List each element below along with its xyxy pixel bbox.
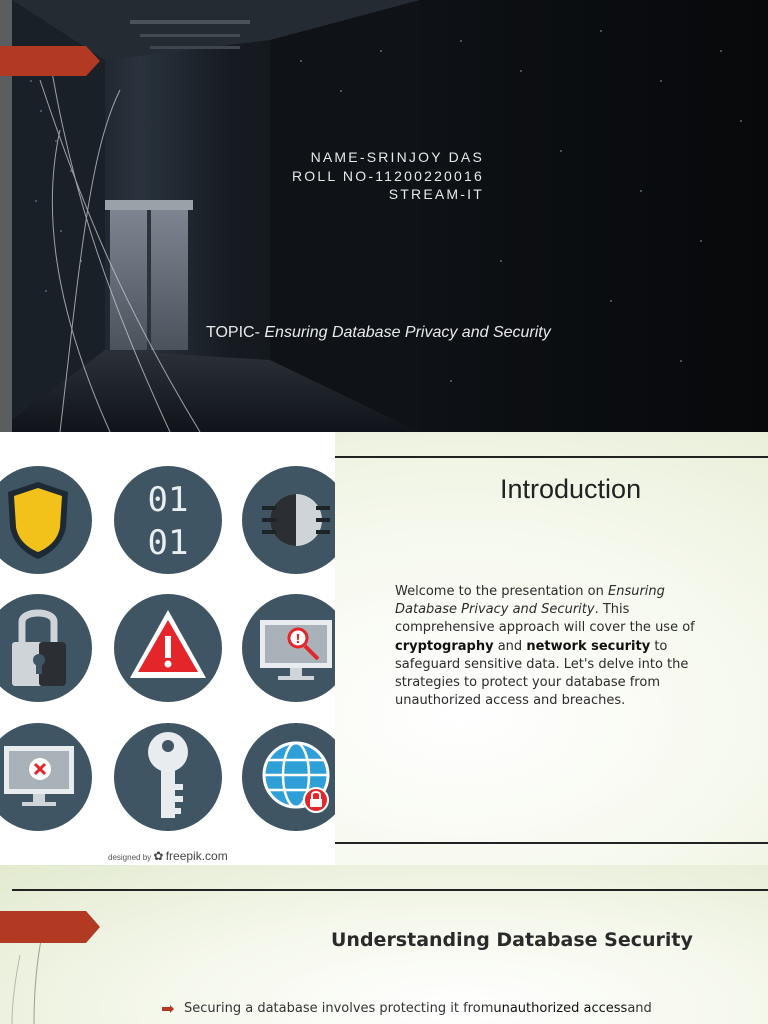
globe-lock-icon [242,723,335,831]
stream: STREAM-IT [388,186,484,202]
credit-prefix: designed by [108,853,152,862]
intro-emphasis: Ensuring Database Privacy and Security [395,584,665,618]
keyword-network-security: network security [526,638,651,654]
binary-icon [114,466,222,574]
key-icon [114,723,222,831]
intro-text-2: . This comprehensive approach will cover the use of [395,602,695,636]
decorative-swoosh [0,865,60,1024]
monitor-error-icon [0,723,92,831]
intro-paragraph [395,583,715,710]
top-divider [12,889,768,891]
server-corridor-background [0,0,768,432]
credit-brand: freepik.com [165,849,228,863]
bullet-text-2: and [627,1001,652,1016]
top-divider [335,456,768,458]
slide-title: Understanding Database Security [331,929,693,951]
accent-arrow [0,46,100,76]
author-name: NAME-SRINJOY DAS [310,149,484,165]
padlock-icon [0,594,92,702]
slide-title: Introduction [500,474,642,504]
understanding-slide [0,865,768,1024]
monitor-search-icon [242,594,335,702]
intro-text-3: and [493,638,527,654]
security-icons-panel [0,432,335,865]
title-slide [0,0,768,432]
binary-top: 01 [147,480,189,520]
author-info [292,148,484,204]
bullet-item [162,1001,652,1016]
accent-arrow [0,911,100,943]
icon-grid [0,432,335,865]
roll-number: ROLL NO-11200220016 [291,167,484,184]
database-chip-icon [242,466,335,574]
image-credit [108,849,228,863]
intro-text-1: Welcome to the presentation on [395,584,608,599]
binary-bottom: 01 [147,523,189,563]
bullet-text-1: Securing a database involves protecting it from [184,1001,494,1016]
bottom-divider [335,842,768,844]
shield-icon [0,466,92,574]
topic-prefix: TOPIC- [206,324,265,341]
introduction-slide [0,432,768,865]
arrow-bullet-icon [162,1005,174,1013]
topic-title: Ensuring Database Privacy and Security [264,324,551,341]
freepik-logo-icon: ✿ [153,849,164,863]
keyword-cryptography: cryptography [395,638,494,654]
topic-line [206,324,551,342]
warning-icon [114,594,222,702]
svg-text:!: ! [295,632,301,646]
bullet-highlight: unauthorized access [493,1001,628,1016]
intro-text-4: to safeguard sensitive data. Let's delve into the strategies to protect your database from unauthorized access and breaches. [395,638,689,709]
